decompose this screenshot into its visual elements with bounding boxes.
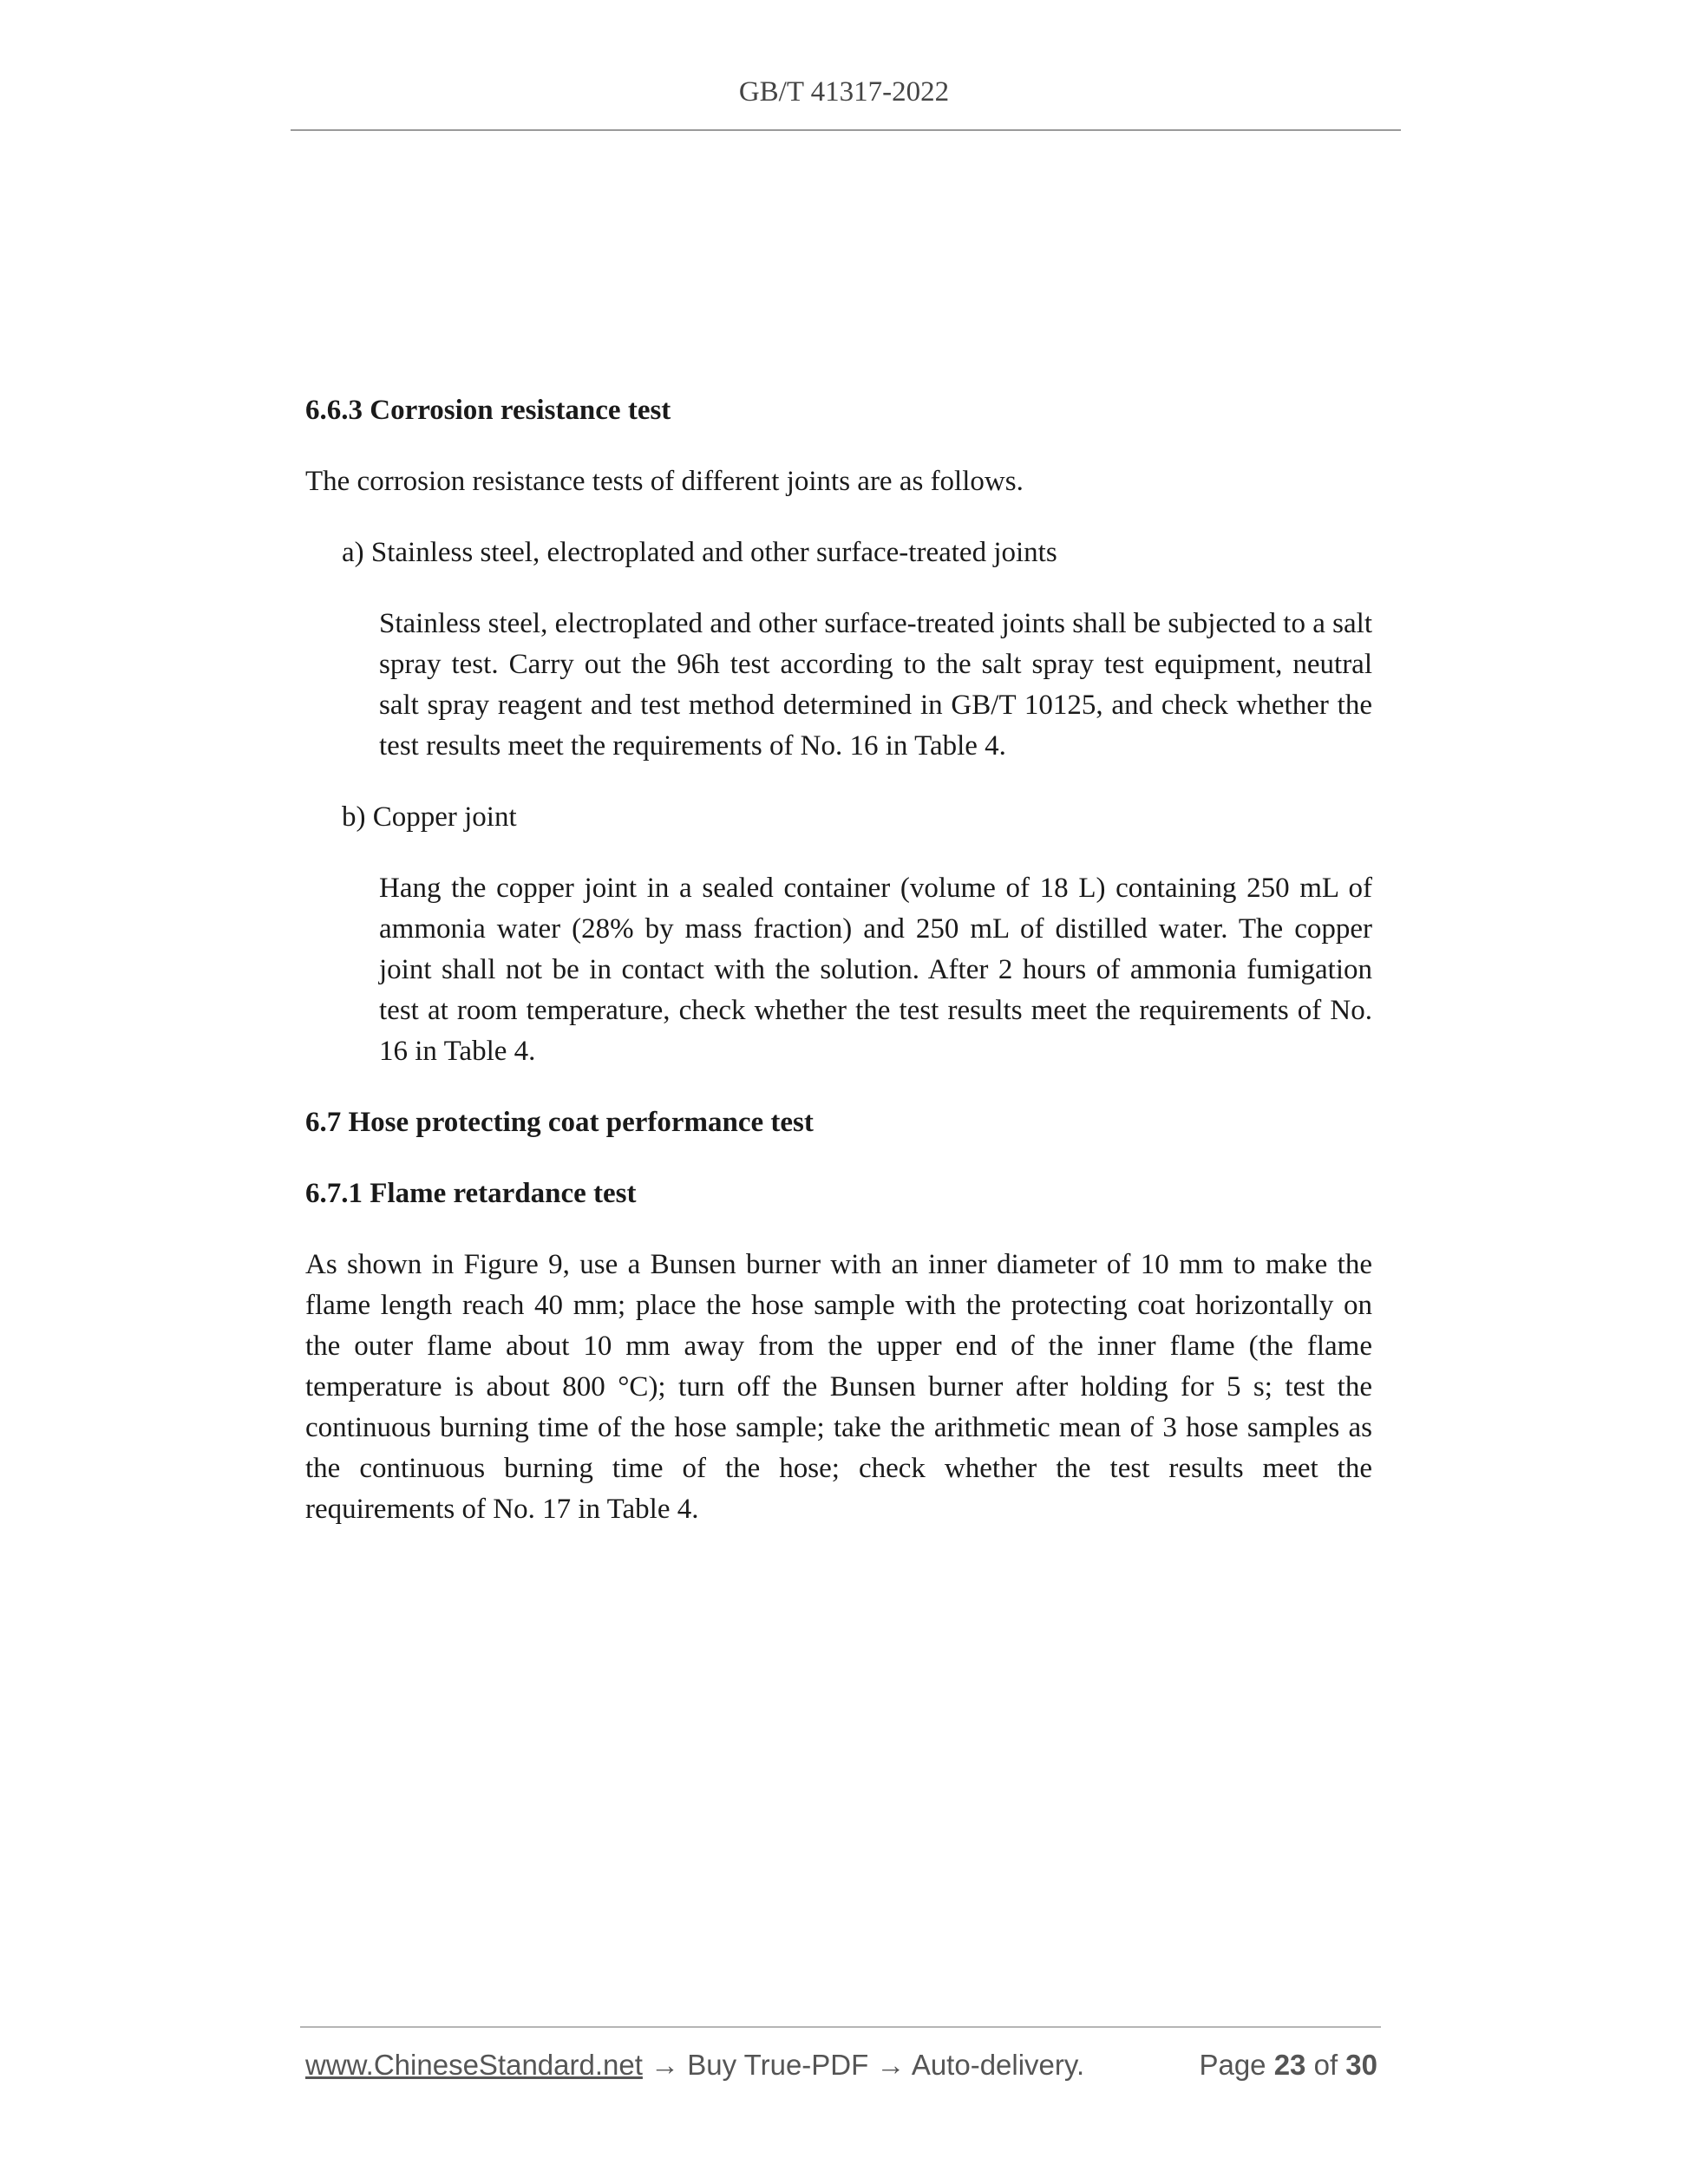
section-6-7-1-body: As shown in Figure 9, use a Bunsen burner with an inner diameter of 10 mm to make the flame length reach 40 mm; place the hose sample with the protecting coat horizontally on the outer flame about 10 mm away from the upper end of the inner flame (the flame temperature is about 800 °C); turn off the Bunsen burner after holding for 5 s; test the continuous burning time of the hose sample; take the arithmetic mean of 3 hose samples as the continuous burning time of the hose; check whether the test results meet the requirements of No. 17 in Table 4.: [305, 1249, 1372, 1525]
page-indicator: [1199, 2049, 1377, 2082]
page-current-number: 23: [1273, 2049, 1306, 2081]
header-divider: [291, 129, 1401, 131]
page-total-number: 30: [1345, 2049, 1377, 2081]
section-6-7-1-heading: 6.7.1 Flame retardance test: [305, 1178, 637, 1209]
page-of-label: of: [1305, 2049, 1346, 2081]
item-b-body: Hang the copper joint in a sealed container (volume of 18 L) containing 250 mL of ammonia water (28% by mass fraction) and 250 mL of distilled water. The copper joint shall not be in contact with the solution. After 2 hours of ammonia fumigation test at room temperature, check whether the test results meet the requirements of No. 16 in Table 4.: [379, 873, 1372, 1067]
item-a-body: Stainless steel, electroplated and other surface-treated joints shall be subjected to a salt spray test. Carry out the 96h test according to the salt spray test equipment, neutral salt spray reagent and test method determined in GB/T 10125, and check whether the test results meet the requirements of No. 16 in Table 4.: [379, 608, 1372, 762]
page-content: [305, 390, 1372, 1560]
page-label: Page: [1199, 2049, 1274, 2081]
section-6-6-3-intro: The corrosion resistance tests of different joints are as follows.: [305, 466, 1024, 497]
item-a-label: a) Stainless steel, electroplated and other surface-treated joints: [342, 537, 1057, 568]
section-6-7-heading: 6.7 Hose protecting coat performance test: [305, 1107, 814, 1138]
item-b-label: b) Copper joint: [342, 801, 517, 833]
website-link[interactable]: www.ChineseStandard.net: [305, 2049, 643, 2081]
section-6-6-3-heading: 6.6.3 Corrosion resistance test: [305, 395, 671, 426]
footer-promo: [305, 2049, 1084, 2082]
document-header-code: GB/T 41317-2022: [738, 76, 950, 108]
footer-divider: [300, 2026, 1381, 2028]
footer-promo-text: → Buy True-PDF → Auto-delivery.: [642, 2049, 1085, 2081]
